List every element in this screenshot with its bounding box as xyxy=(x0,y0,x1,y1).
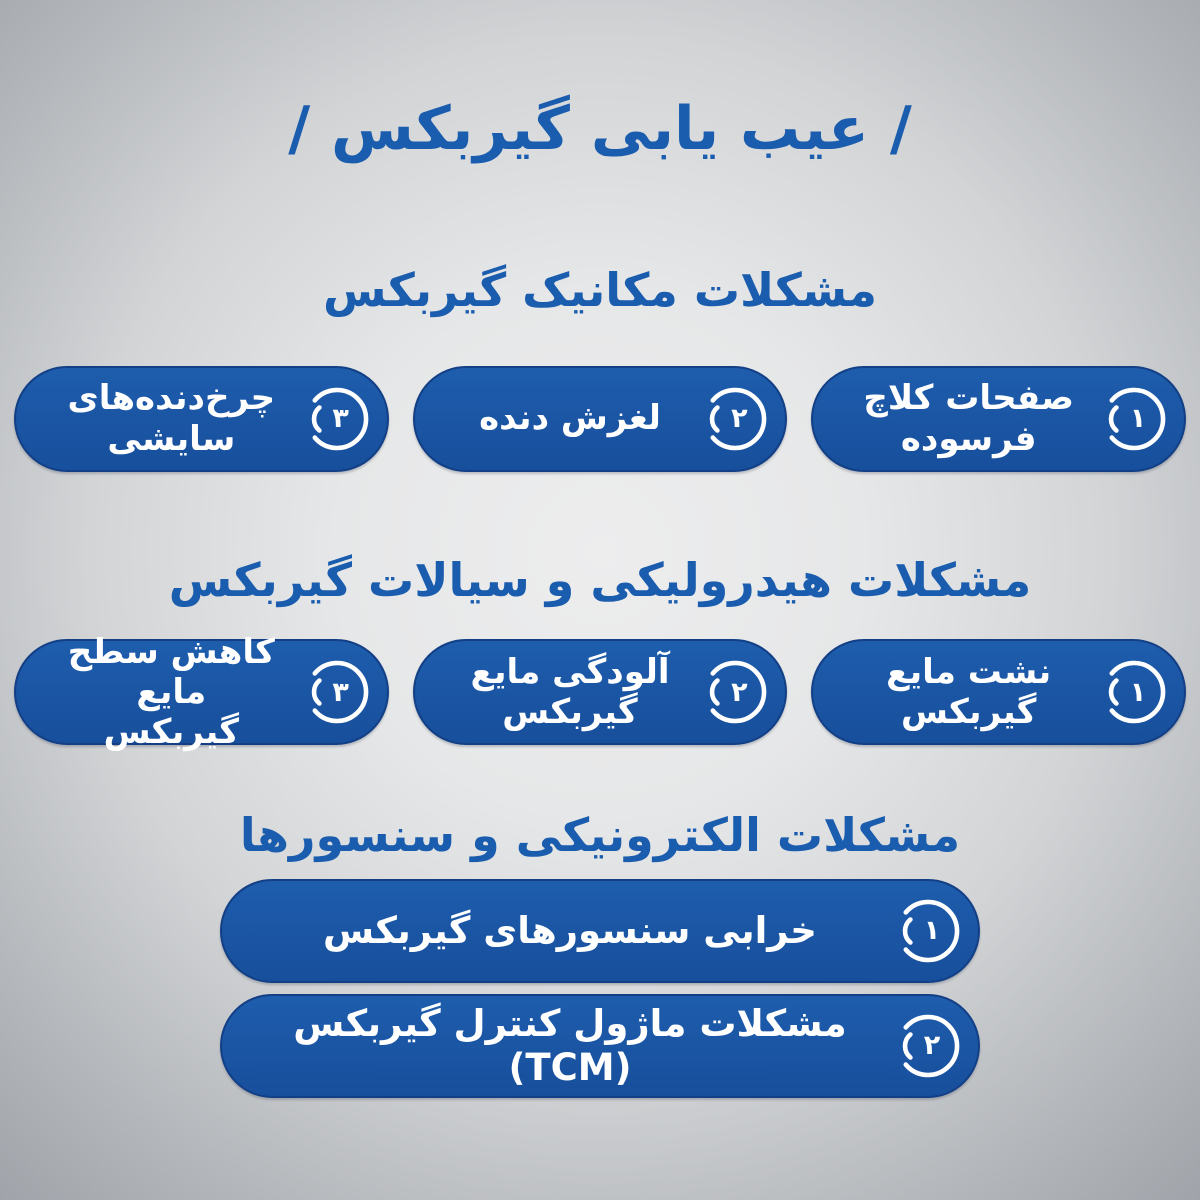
item-number: ۳ xyxy=(332,403,349,434)
pill-label-line: چرخ‌دنده‌های xyxy=(67,378,276,419)
pill-label-line: آلودگی مایع xyxy=(470,651,670,692)
number-badge xyxy=(301,657,371,727)
item-number: ۳ xyxy=(332,676,349,708)
pill-label-line: کاهش سطح مایع xyxy=(67,631,275,712)
pill-label-line: فرسوده xyxy=(900,418,1037,459)
pill-row-hydraulic xyxy=(0,631,1200,753)
section-hydraulic-heading: مشکلات هیدرولیکی و سیالات گیربکس xyxy=(168,552,1032,607)
pill-label-line: مشکلات ماژول کنترل گیربکس (TCM) xyxy=(293,1001,847,1089)
pill-label xyxy=(222,1002,892,1089)
item-number: ۲ xyxy=(731,676,748,708)
number-badge xyxy=(699,384,769,454)
pill-label-line: خرابی سنسورهای گیربکس xyxy=(323,908,817,952)
number-badge xyxy=(1098,657,1168,727)
number-badge xyxy=(892,896,962,966)
pill-sensor-failure xyxy=(220,879,980,983)
pill-label-line: نشت مایع xyxy=(886,651,1052,692)
pill-label-line: لغزش دنده xyxy=(479,398,661,439)
pill-fluid-contamination xyxy=(413,639,788,745)
pill-worn-gears xyxy=(14,366,389,472)
pill-label-line: گیربکس xyxy=(900,692,1037,732)
pill-gear-slipping xyxy=(413,366,788,472)
pill-fluid-leak xyxy=(811,639,1186,745)
pill-tcm-problems xyxy=(220,994,980,1098)
pill-label xyxy=(222,909,892,953)
section-mechanical xyxy=(0,262,1200,472)
section-electronic xyxy=(0,807,1200,1098)
pill-label xyxy=(16,378,301,458)
item-number: ۱ xyxy=(1129,403,1147,434)
pill-label-line: گیربکس xyxy=(103,712,240,753)
section-hydraulic xyxy=(0,552,1200,753)
number-badge xyxy=(892,1011,962,1081)
pill-row-mechanical xyxy=(0,366,1200,472)
pill-label xyxy=(415,398,700,438)
pill-label xyxy=(813,378,1098,458)
pill-label xyxy=(16,632,301,752)
pill-label-line: صفحات کلاچ xyxy=(863,378,1075,419)
section-electronic-heading: مشکلات الکترونیکی و سنسورها xyxy=(239,808,961,862)
pill-label xyxy=(813,652,1098,732)
number-badge xyxy=(699,657,769,727)
item-number: ۲ xyxy=(923,1030,941,1061)
section-mechanical-heading: مشکلات مکانیک گیربکس xyxy=(322,263,878,317)
pill-label-line: سایشی xyxy=(107,418,236,459)
number-badge xyxy=(1098,384,1168,454)
item-number: ۱ xyxy=(923,915,941,946)
item-number: ۱ xyxy=(1129,676,1147,708)
number-badge xyxy=(301,384,371,454)
pill-worn-clutch-plates xyxy=(811,366,1186,472)
page-title: / عیب یابی گیربکس / xyxy=(288,94,912,164)
item-number: ۲ xyxy=(731,403,748,434)
pill-low-fluid-level xyxy=(14,631,389,753)
pill-column-electronic xyxy=(0,879,1200,1098)
pill-label-line: گیربکس xyxy=(502,692,638,732)
pill-label xyxy=(415,652,700,732)
